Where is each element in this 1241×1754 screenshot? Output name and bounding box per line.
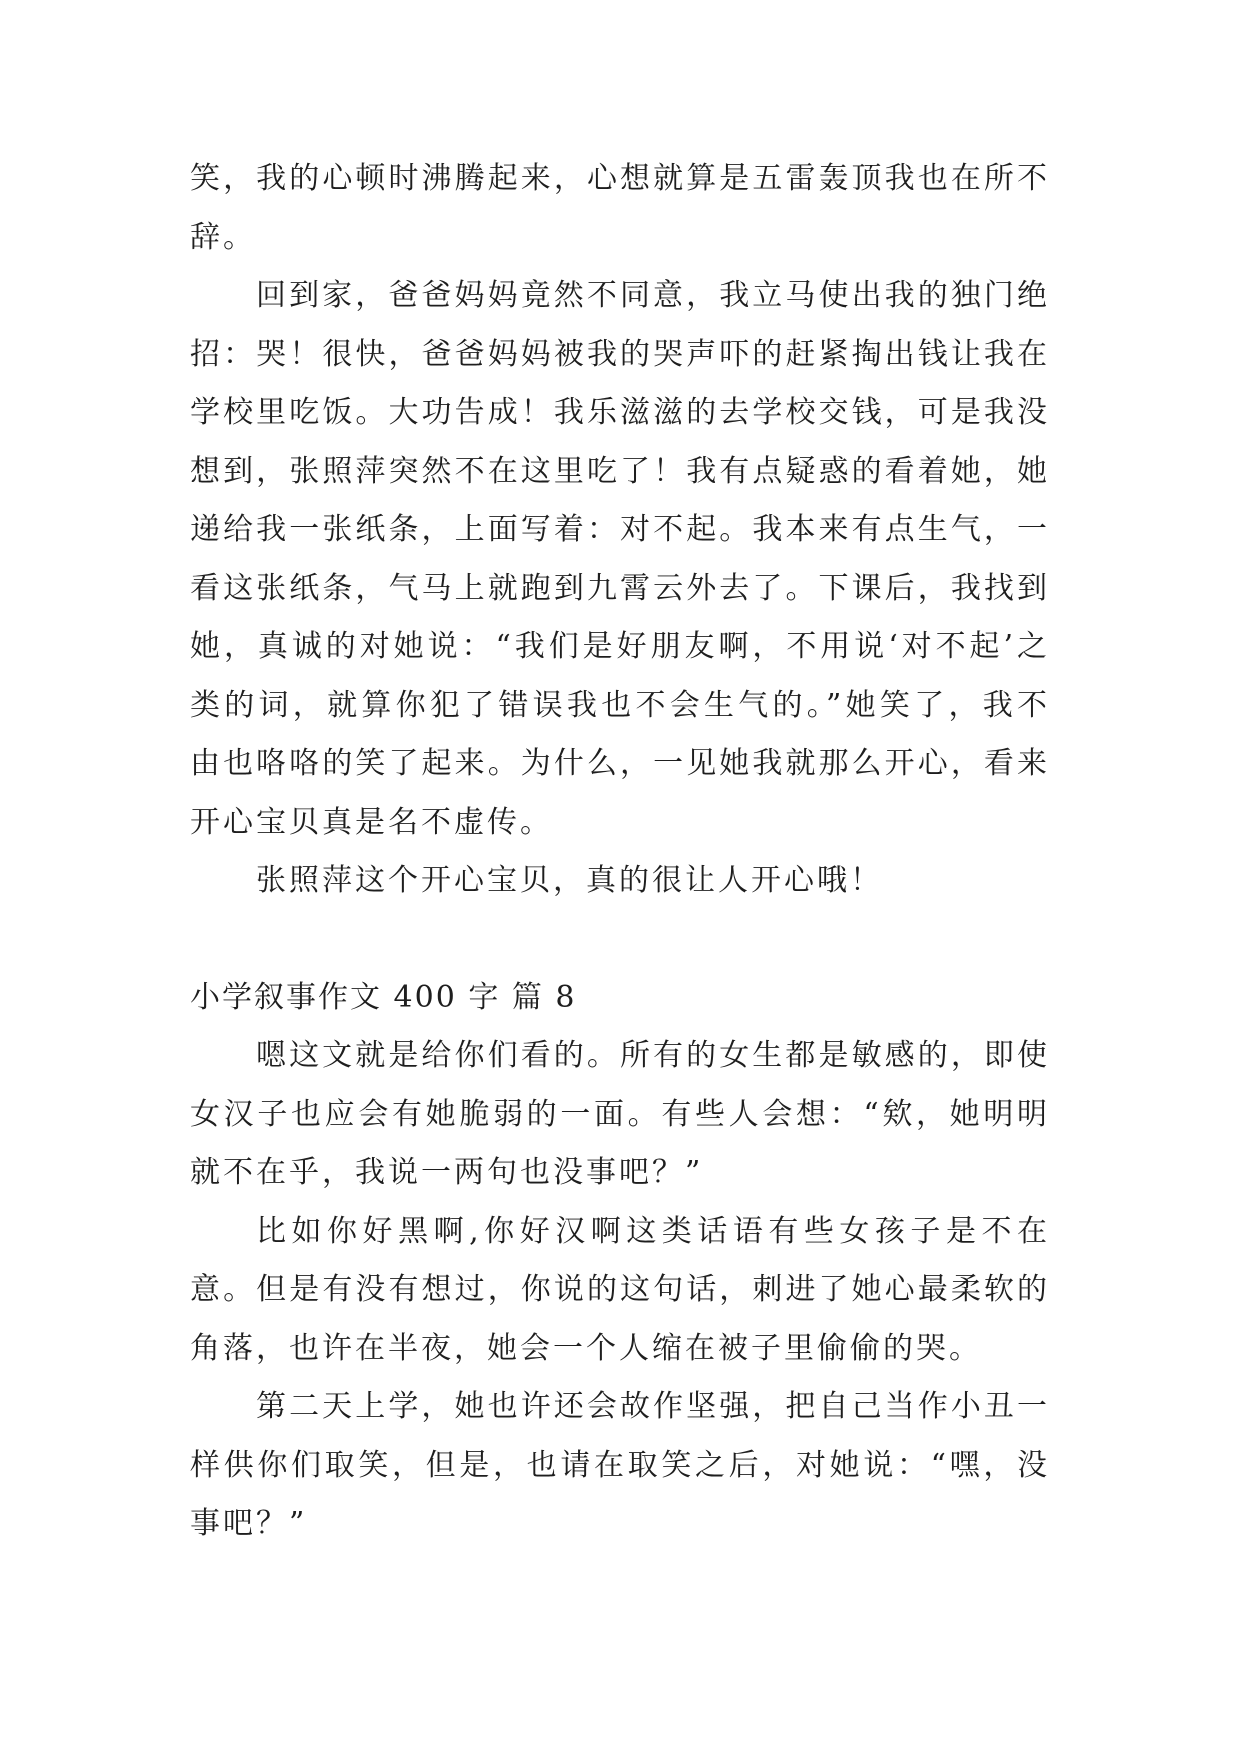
section-heading: 小学叙事作文 400 字 篇 8 <box>190 979 577 1015</box>
paragraph: 张照萍这个开心宝贝，真的很让人开心哦！ <box>256 863 883 898</box>
paragraph: 回到家，爸爸妈妈竟然不同意，我立马使出我的独门绝招：哭！很快，爸爸妈妈被我的哭声吓的赶紧掏出钱让我在学校里吃饭。大功告成！我乐滋滋的去学校交钱，可是我没想到，张照萍突然不在这里吃了！我有点疑惑的看着她，她递给我一张纸条，上面写着：对不起。我本来有点生气，一看这张纸条，气马上就跑到九霄云外去了。下课后，我找到她，真诚的对她说：“我们是好朋友啊，不用说‘对不起’之类的词，就算你犯了错误我也不会生气的。”她笑了，我不由也咯咯的笑了起来。为什么，一见她我就那么开心，看来开心宝贝真是名不虚传。 <box>190 278 1050 840</box>
paragraph: 比如你好黑啊,你好汉啊这类话语有些女孩子是不在意。但是有没有想过，你说的这句话，刺进了她心最柔软的角落，也许在半夜，她会一个人缩在被子里偷偷的哭。 <box>190 1213 1050 1366</box>
paragraph-continued: 笑，我的心顿时沸腾起来，心想就算是五雷轰顶我也在所不辞。 <box>190 161 1050 255</box>
document-body <box>190 150 1050 1554</box>
paragraph: 第二天上学，她也许还会故作坚强，把自己当作小丑一样供你们取笑，但是，也请在取笑之后，对她说：“嘿，没事吧？” <box>190 1389 1050 1541</box>
paragraph: 嗯这文就是给你们看的。所有的女生都是敏感的，即使女汉子也应会有她脆弱的一面。有些人会想：“欸，她明明就不在乎，我说一两句也没事吧？” <box>190 1038 1050 1190</box>
